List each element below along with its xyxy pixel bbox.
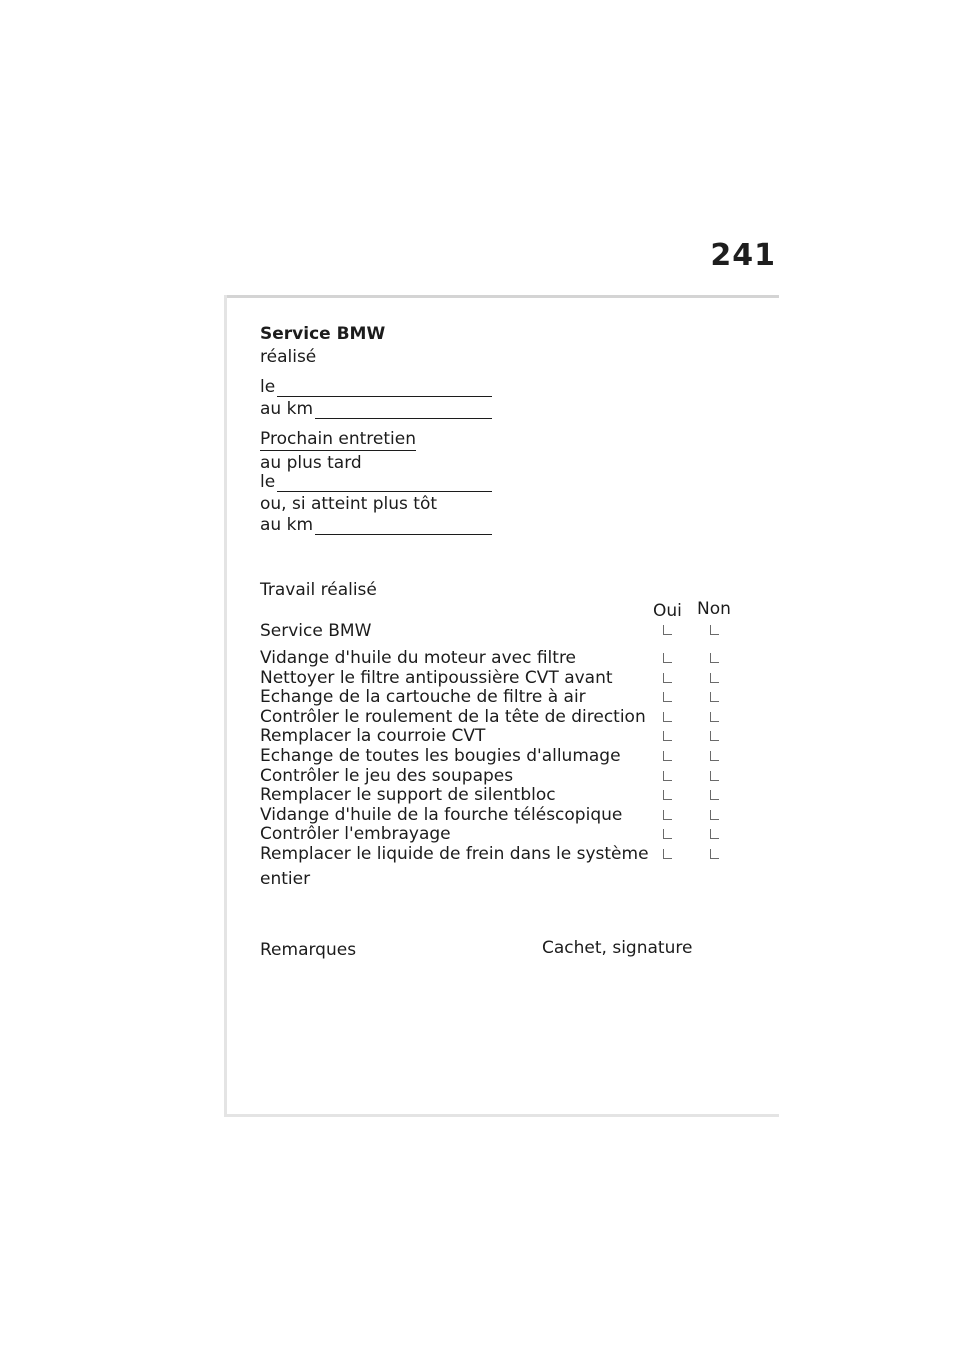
service-km-label: au km	[260, 399, 314, 419]
service-row-no-checkbox[interactable]	[710, 625, 719, 635]
task-yes-checkbox[interactable]	[663, 790, 672, 800]
task-item: Echange de toutes les bougies d'allumage	[260, 746, 621, 766]
task-yes-checkbox[interactable]	[663, 751, 672, 761]
service-title: Service BMW	[260, 324, 386, 344]
service-date-line[interactable]	[277, 382, 492, 397]
service-row-yes-checkbox[interactable]	[663, 625, 672, 635]
task-yes-checkbox[interactable]	[663, 692, 672, 702]
task-yes-checkbox[interactable]	[663, 810, 672, 820]
task-item: Contrôler le jeu des soupapes	[260, 765, 514, 786]
page-number: 241	[710, 238, 776, 273]
next-date-line[interactable]	[277, 477, 492, 492]
task-no-checkbox[interactable]	[710, 653, 719, 663]
task-item-continuation: entier	[260, 869, 311, 889]
next-service-heading	[260, 429, 416, 451]
task-item: Contrôler l'embrayage	[260, 824, 451, 845]
task-item: Nettoyer le filtre antipoussière CVT avant	[260, 667, 613, 688]
task-yes-checkbox[interactable]	[663, 849, 672, 859]
column-yes-header: Oui	[653, 601, 682, 621]
task-no-checkbox[interactable]	[710, 771, 719, 781]
next-date-label: le	[260, 472, 276, 492]
task-item: Remplacer le liquide de frein dans le système	[260, 844, 649, 864]
task-no-checkbox[interactable]	[710, 751, 719, 761]
next-km-field[interactable]	[260, 515, 492, 535]
service-row-label: Service BMW	[260, 621, 372, 641]
stamp-signature-label: Cachet, signature	[542, 938, 693, 958]
task-no-checkbox[interactable]	[710, 810, 719, 820]
task-item: Remplacer la courroie CVT	[260, 726, 486, 747]
service-date-label: le	[260, 377, 276, 397]
task-no-checkbox[interactable]	[710, 790, 719, 800]
task-yes-checkbox[interactable]	[663, 712, 672, 722]
task-no-checkbox[interactable]	[710, 712, 719, 722]
task-item: Echange de la cartouche de filtre à air	[260, 687, 586, 708]
next-or-earlier-label: ou, si atteint plus tôt	[260, 494, 438, 514]
task-no-checkbox[interactable]	[710, 731, 719, 741]
next-date-field[interactable]	[260, 472, 492, 492]
task-no-checkbox[interactable]	[710, 673, 719, 683]
task-yes-checkbox[interactable]	[663, 829, 672, 839]
next-km-line[interactable]	[315, 520, 492, 535]
next-service-heading-text: Prochain entretien	[260, 429, 417, 449]
task-no-checkbox[interactable]	[710, 849, 719, 859]
frame-left-rule	[224, 295, 227, 1117]
task-item: Contrôler le roulement de la tête de direction	[260, 706, 646, 727]
next-km-label: au km	[260, 515, 314, 535]
task-yes-checkbox[interactable]	[663, 731, 672, 741]
task-no-checkbox[interactable]	[710, 692, 719, 702]
task-yes-checkbox[interactable]	[663, 673, 672, 683]
task-yes-checkbox[interactable]	[663, 653, 672, 663]
task-item: Remplacer le support de silentbloc	[260, 785, 556, 806]
work-heading: Travail réalisé	[260, 580, 377, 600]
task-yes-checkbox[interactable]	[663, 771, 672, 781]
service-km-line[interactable]	[315, 404, 492, 419]
service-km-field[interactable]	[260, 399, 492, 419]
column-no-header: Non	[697, 599, 731, 619]
task-item: Vidange d'huile de la fourche téléscopique	[260, 804, 623, 825]
remarks-label: Remarques	[260, 940, 357, 960]
task-item: Vidange d'huile du moteur avec filtre	[260, 648, 577, 668]
task-no-checkbox[interactable]	[710, 829, 719, 839]
service-done-label: réalisé	[260, 347, 317, 367]
frame-bottom-rule	[224, 1114, 779, 1117]
frame-top-rule	[224, 295, 779, 298]
next-latest-label: au plus tard	[260, 453, 362, 473]
service-date-field[interactable]	[260, 377, 492, 397]
